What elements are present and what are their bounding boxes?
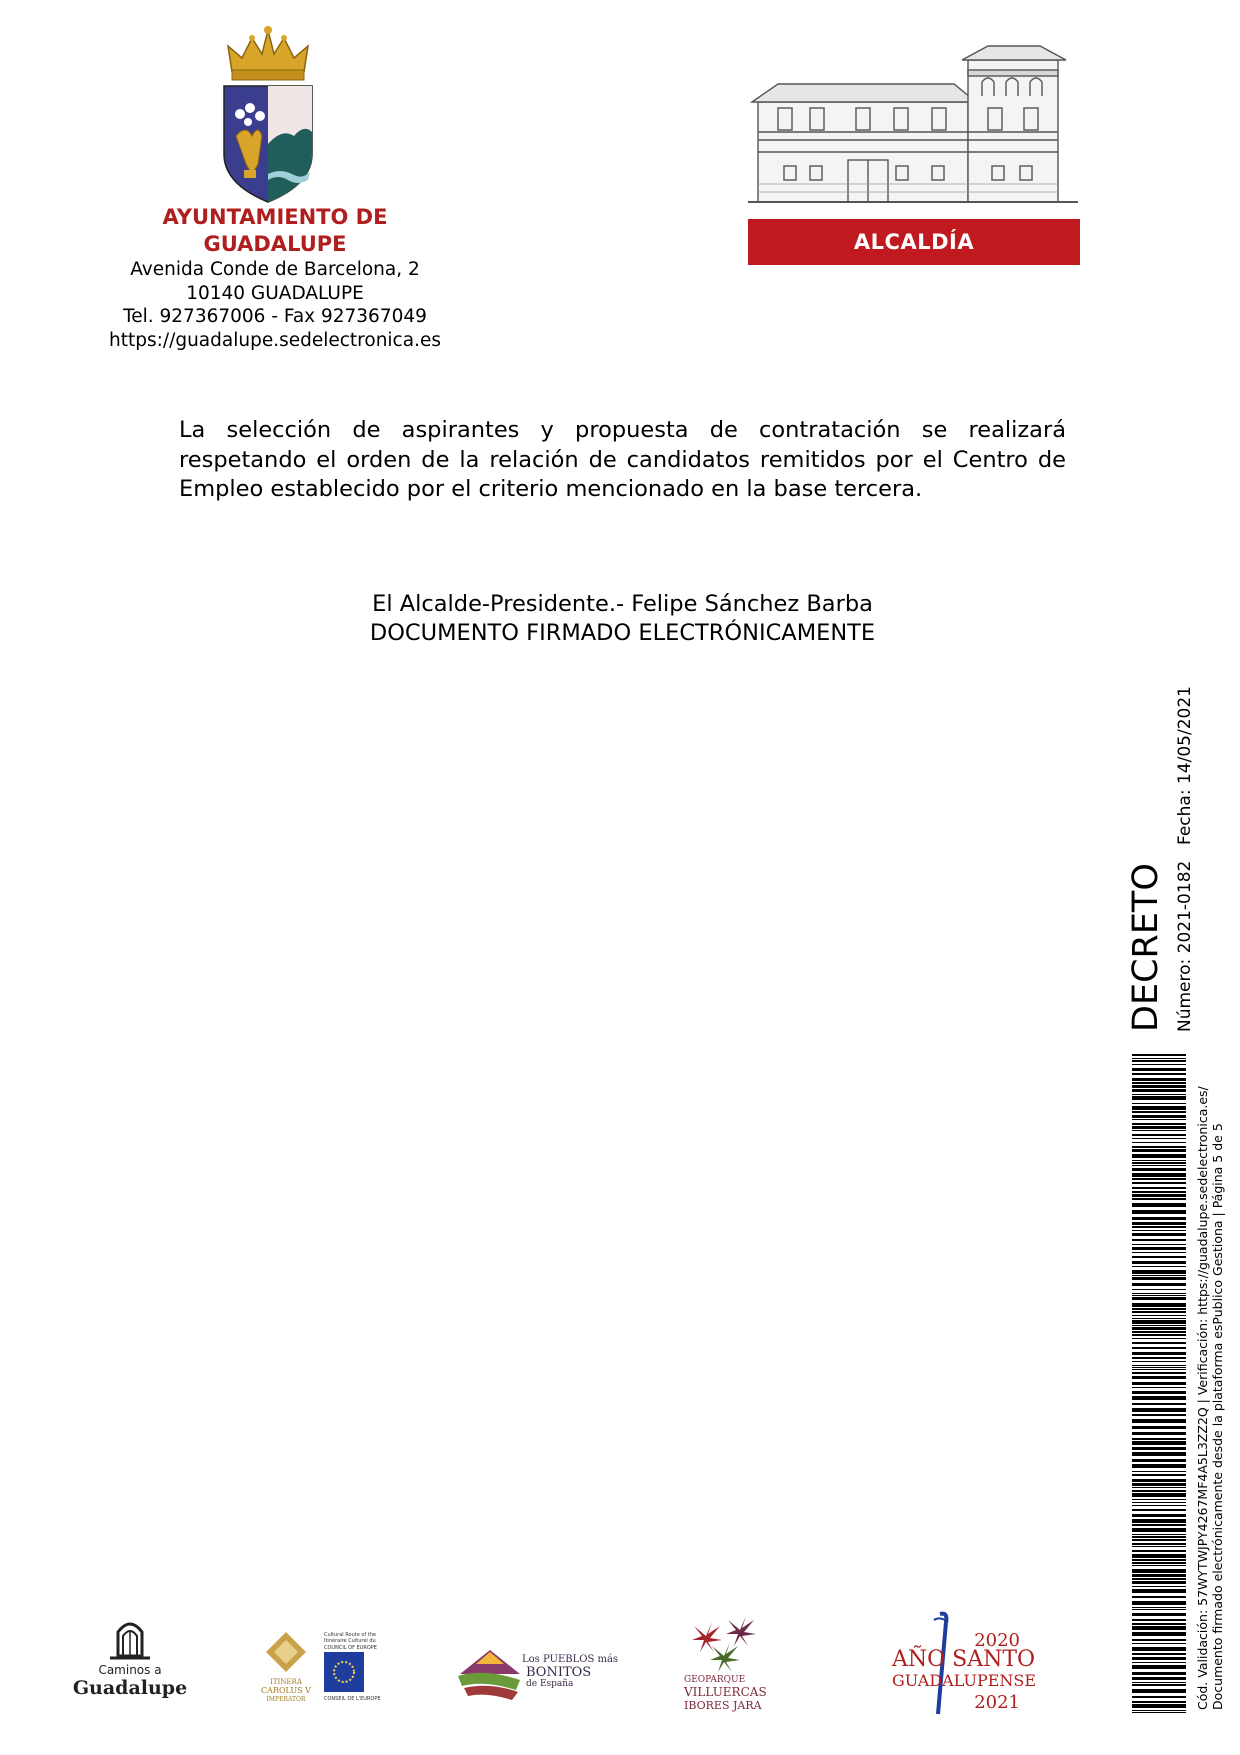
barcode-bar bbox=[1132, 1060, 1186, 1062]
body-paragraph: La selección de aspirantes y propuesta de contratación se realizará respetando el orden de la relación de candidatos remitidos por el Centro de Empleo establecido por el criterio mencionado en la base tercera. bbox=[179, 417, 1066, 502]
barcode-bar bbox=[1132, 1311, 1186, 1313]
barcode-bar bbox=[1132, 1068, 1186, 1071]
barcode-bar bbox=[1132, 1483, 1186, 1486]
geoparque-logo bbox=[676, 1612, 786, 1712]
barcode-bar bbox=[1132, 1419, 1186, 1423]
barcode-bar bbox=[1132, 1191, 1186, 1193]
barcode-bar bbox=[1132, 1426, 1186, 1429]
barcode-bar bbox=[1132, 1078, 1186, 1081]
barcode-bar bbox=[1132, 1331, 1186, 1333]
barcode-bar bbox=[1132, 1677, 1186, 1680]
barcode-bar bbox=[1132, 1187, 1186, 1189]
barcode-bar bbox=[1132, 1502, 1186, 1503]
barcode-bar bbox=[1132, 1499, 1186, 1500]
barcode-bar bbox=[1132, 1146, 1186, 1148]
barcode-bar bbox=[1132, 1684, 1186, 1686]
validation-barcode bbox=[1132, 1054, 1186, 1714]
barcode-bar bbox=[1132, 1111, 1186, 1113]
barcode-bar bbox=[1132, 1103, 1186, 1104]
barcode-bar bbox=[1132, 1256, 1186, 1258]
pueblos-mas-bonitos-logo bbox=[454, 1628, 619, 1708]
barcode-bar bbox=[1132, 1266, 1186, 1267]
barcode-bar bbox=[1132, 1578, 1186, 1580]
barcode-bar bbox=[1132, 1464, 1186, 1468]
organization-url: https://guadalupe.sedelectronica.es bbox=[109, 329, 441, 351]
barcode-bar bbox=[1132, 1505, 1186, 1506]
barcode-bar bbox=[1132, 1581, 1186, 1584]
barcode-bar bbox=[1132, 1710, 1186, 1711]
organization-name-line1: AYUNTAMIENTO DE bbox=[162, 205, 388, 229]
barcode-bar bbox=[1132, 1586, 1186, 1587]
ano-line2: GUADALUPENSE bbox=[892, 1671, 1037, 1690]
barcode-bar bbox=[1132, 1275, 1186, 1276]
barcode-bar bbox=[1132, 1361, 1186, 1362]
ano-year2: 2021 bbox=[974, 1692, 1020, 1713]
barcode-bar bbox=[1132, 1543, 1186, 1545]
barcode-bar bbox=[1132, 1565, 1186, 1566]
barcode-bar bbox=[1132, 1289, 1186, 1290]
barcode-bar bbox=[1132, 1106, 1186, 1110]
barcode-bar bbox=[1132, 1327, 1186, 1330]
barcode-bar bbox=[1132, 1244, 1186, 1245]
barcode-bar bbox=[1132, 1252, 1186, 1253]
geoparque-line3: IBORES JARA bbox=[684, 1699, 762, 1712]
barcode-bar bbox=[1132, 1239, 1186, 1241]
barcode-bar bbox=[1132, 1554, 1186, 1558]
barcode-bar bbox=[1132, 1459, 1186, 1462]
barcode-bar bbox=[1132, 1217, 1186, 1220]
barcode-bar bbox=[1132, 1601, 1186, 1605]
barcode-bar bbox=[1132, 1696, 1186, 1698]
validation-code: Cód. Validación: 57WYTWJPY4267MF4A5L3ZZ2Q | Verificación: https://guadalupe.sedelectronica.es/ bbox=[1195, 1086, 1210, 1710]
carolus-council-of-europe-logo bbox=[262, 1628, 388, 1708]
carolus-line3: IMPERATOR bbox=[266, 1696, 306, 1703]
barcode-bar bbox=[1132, 1403, 1186, 1405]
barcode-bar bbox=[1132, 1085, 1186, 1088]
barcode-bar bbox=[1132, 1432, 1186, 1435]
barcode-bar bbox=[1132, 1596, 1186, 1598]
council-line3: COUNCIL OF EUROPE bbox=[324, 1645, 377, 1651]
geoparque-line2: VILLUERCAS bbox=[684, 1685, 767, 1699]
barcode-bar bbox=[1132, 1096, 1186, 1100]
barcode-bar bbox=[1132, 1474, 1186, 1476]
organization-block bbox=[60, 204, 490, 351]
barcode-bar bbox=[1132, 1182, 1186, 1184]
barcode-bar bbox=[1132, 1534, 1186, 1535]
barcode-bar bbox=[1132, 1247, 1186, 1250]
barcode-bar bbox=[1132, 1365, 1186, 1366]
barcode-bar bbox=[1132, 1210, 1186, 1214]
barcode-bar bbox=[1132, 1154, 1186, 1158]
barcode-bar bbox=[1132, 1342, 1186, 1344]
barcode-bar bbox=[1132, 1372, 1186, 1374]
barcode-bar bbox=[1132, 1493, 1186, 1497]
barcode-bar bbox=[1132, 1318, 1186, 1319]
signed-platform-note: Documento firmado electrónicamente desde la plataforma esPublico Gestiona | Página 5 de 5 bbox=[1210, 1123, 1225, 1710]
svg-text:Caminos a: Caminos a bbox=[98, 1663, 162, 1677]
barcode-bar bbox=[1132, 1647, 1186, 1651]
barcode-bar bbox=[1132, 1261, 1186, 1264]
barcode-bar bbox=[1132, 1609, 1186, 1610]
barcode-bar bbox=[1132, 1546, 1186, 1547]
barcode-bar bbox=[1132, 1226, 1186, 1228]
barcode-bar bbox=[1132, 1607, 1186, 1608]
barcode-bar bbox=[1132, 1369, 1186, 1370]
barcode-bar bbox=[1132, 1536, 1186, 1538]
council-line4: CONSEIL DE L'EUROPE bbox=[324, 1696, 381, 1702]
barcode-bar bbox=[1132, 1338, 1186, 1339]
barcode-bar bbox=[1132, 1452, 1186, 1456]
carolus-line1: ITINERA bbox=[270, 1678, 302, 1686]
ano-line1: AÑO SANTO bbox=[892, 1647, 1036, 1672]
barcode-bar bbox=[1132, 1277, 1186, 1280]
barcode-bar bbox=[1132, 1391, 1186, 1394]
barcode-bar bbox=[1132, 1303, 1186, 1307]
barcode-bar bbox=[1132, 1447, 1186, 1450]
barcode-bar bbox=[1132, 1315, 1186, 1316]
barcode-bar bbox=[1132, 1130, 1186, 1131]
organization-address: Avenida Conde de Barcelona, 2 bbox=[130, 259, 420, 280]
organization-postal: 10140 GUADALUPE bbox=[186, 282, 364, 304]
barcode-bar bbox=[1132, 1119, 1186, 1120]
barcode-bar bbox=[1132, 1619, 1186, 1621]
signature-electronic-note: DOCUMENTO FIRMADO ELECTRÓNICAMENTE bbox=[369, 620, 876, 646]
barcode-bar bbox=[1132, 1701, 1186, 1703]
barcode-bar bbox=[1132, 1662, 1186, 1663]
barcode-bar bbox=[1132, 1387, 1186, 1388]
barcode-bar bbox=[1132, 1623, 1186, 1625]
barcode-bar bbox=[1132, 1367, 1186, 1368]
office-banner: ALCALDÍA bbox=[748, 219, 1080, 265]
barcode-bar bbox=[1132, 1574, 1186, 1577]
barcode-bar bbox=[1132, 1562, 1186, 1564]
pueblos-line1: Los PUEBLOS más bbox=[522, 1654, 619, 1665]
barcode-bar bbox=[1132, 1222, 1186, 1225]
council-line2: Itinéraire Culturel du bbox=[324, 1638, 376, 1644]
barcode-bar bbox=[1132, 1325, 1186, 1326]
barcode-bar bbox=[1132, 1168, 1186, 1171]
barcode-bar bbox=[1132, 1490, 1186, 1492]
barcode-bar bbox=[1132, 1632, 1186, 1636]
barcode-bar bbox=[1132, 1142, 1186, 1143]
barcode-bar bbox=[1132, 1283, 1186, 1286]
organization-name-line2: GUADALUPE bbox=[203, 232, 347, 256]
barcode-bar bbox=[1132, 1165, 1186, 1166]
barcode-bar bbox=[1132, 1559, 1186, 1561]
barcode-bar bbox=[1132, 1487, 1186, 1488]
barcode-bar bbox=[1132, 1173, 1186, 1177]
barcode-bar bbox=[1132, 1528, 1186, 1532]
barcode-bar bbox=[1132, 1134, 1186, 1136]
barcode-bar bbox=[1132, 1550, 1186, 1552]
barcode-bar bbox=[1132, 1198, 1186, 1200]
barcode-bar bbox=[1132, 1126, 1186, 1129]
barcode-bar bbox=[1132, 1408, 1186, 1412]
organization-phone-fax: Tel. 927367006 - Fax 927367049 bbox=[123, 306, 427, 327]
barcode-bar bbox=[1132, 1682, 1186, 1683]
barcode-bar bbox=[1132, 1058, 1186, 1059]
barcode-bar bbox=[1132, 1613, 1186, 1616]
barcode-bar bbox=[1132, 1194, 1186, 1197]
barcode-bar bbox=[1132, 1382, 1186, 1385]
barcode-bar bbox=[1132, 1178, 1186, 1180]
barcode-bar bbox=[1132, 1589, 1186, 1593]
barcode-bar bbox=[1132, 1479, 1186, 1482]
barcode-bar bbox=[1132, 1514, 1186, 1517]
barcode-bar bbox=[1132, 1519, 1186, 1523]
document-type-label: DECRETO bbox=[1126, 863, 1166, 1032]
pueblos-line2: BONITOS bbox=[526, 1665, 592, 1680]
barcode-bar bbox=[1132, 1509, 1186, 1511]
barcode-bar bbox=[1132, 1712, 1186, 1713]
barcode-bar bbox=[1132, 1347, 1186, 1349]
barcode-bar bbox=[1132, 1230, 1186, 1231]
barcode-bar bbox=[1132, 1352, 1186, 1355]
barcode-bar bbox=[1132, 1233, 1186, 1236]
barcode-bar bbox=[1132, 1293, 1186, 1294]
signature-block bbox=[179, 590, 1066, 648]
barcode-bar bbox=[1132, 1270, 1186, 1274]
barcode-bar bbox=[1132, 1320, 1186, 1324]
barcode-bar bbox=[1132, 1203, 1186, 1207]
barcode-bar bbox=[1132, 1162, 1186, 1164]
barcode-bar bbox=[1132, 1115, 1186, 1118]
barcode-bar bbox=[1132, 1441, 1186, 1445]
municipal-coat-of-arms bbox=[222, 24, 314, 204]
barcode-bar bbox=[1132, 1626, 1186, 1630]
barcode-bar bbox=[1132, 1569, 1186, 1573]
svg-text:Guadalupe: Guadalupe bbox=[72, 1677, 188, 1699]
barcode-bar bbox=[1132, 1073, 1186, 1075]
barcode-bar bbox=[1132, 1689, 1186, 1693]
council-line1: Cultural Route of the bbox=[324, 1632, 376, 1638]
barcode-bar bbox=[1132, 1639, 1186, 1641]
barcode-bar bbox=[1132, 1295, 1186, 1296]
document-date: Fecha: 14/05/2021 bbox=[1175, 686, 1195, 845]
caminos-a-guadalupe-logo bbox=[60, 1612, 200, 1702]
ano-year1: 2020 bbox=[974, 1630, 1020, 1651]
barcode-bar bbox=[1132, 1054, 1186, 1056]
barcode-bar bbox=[1132, 1138, 1186, 1139]
barcode-bar bbox=[1132, 1297, 1186, 1300]
pueblos-line3: de España bbox=[526, 1679, 574, 1689]
barcode-bar bbox=[1132, 1082, 1186, 1084]
barcode-bar bbox=[1132, 1160, 1186, 1161]
barcode-bar bbox=[1132, 1308, 1186, 1310]
barcode-bar bbox=[1132, 1657, 1186, 1660]
barcode-bar bbox=[1132, 1149, 1186, 1152]
barcode-bar bbox=[1132, 1094, 1186, 1095]
carolus-line2: CAROLUS V bbox=[261, 1686, 311, 1695]
barcode-bar bbox=[1132, 1123, 1186, 1125]
barcode-bar bbox=[1132, 1643, 1186, 1644]
barcode-bar bbox=[1132, 1524, 1186, 1526]
barcode-bar bbox=[1132, 1334, 1186, 1336]
barcode-bar bbox=[1132, 1539, 1186, 1541]
town-hall-illustration bbox=[748, 44, 1078, 208]
barcode-bar bbox=[1132, 1357, 1186, 1359]
barcode-bar bbox=[1132, 1438, 1186, 1440]
barcode-bar bbox=[1132, 1665, 1186, 1669]
barcode-bar bbox=[1132, 1064, 1186, 1065]
barcode-bar bbox=[1132, 1376, 1186, 1379]
barcode-bar bbox=[1132, 1396, 1186, 1400]
ano-santo-guadalupense-logo bbox=[886, 1610, 1037, 1720]
signature-signer: El Alcalde-Presidente.- Felipe Sánchez Barba bbox=[372, 591, 873, 617]
barcode-bar bbox=[1132, 1089, 1186, 1092]
barcode-bar bbox=[1132, 1704, 1186, 1708]
geoparque-line1: GEOPARQUE bbox=[684, 1675, 746, 1685]
document-number: Número: 2021-0182 bbox=[1175, 860, 1195, 1032]
barcode-bar bbox=[1132, 1414, 1186, 1416]
barcode-bar bbox=[1132, 1471, 1186, 1472]
barcode-bar bbox=[1132, 1653, 1186, 1655]
barcode-bar bbox=[1132, 1672, 1186, 1675]
